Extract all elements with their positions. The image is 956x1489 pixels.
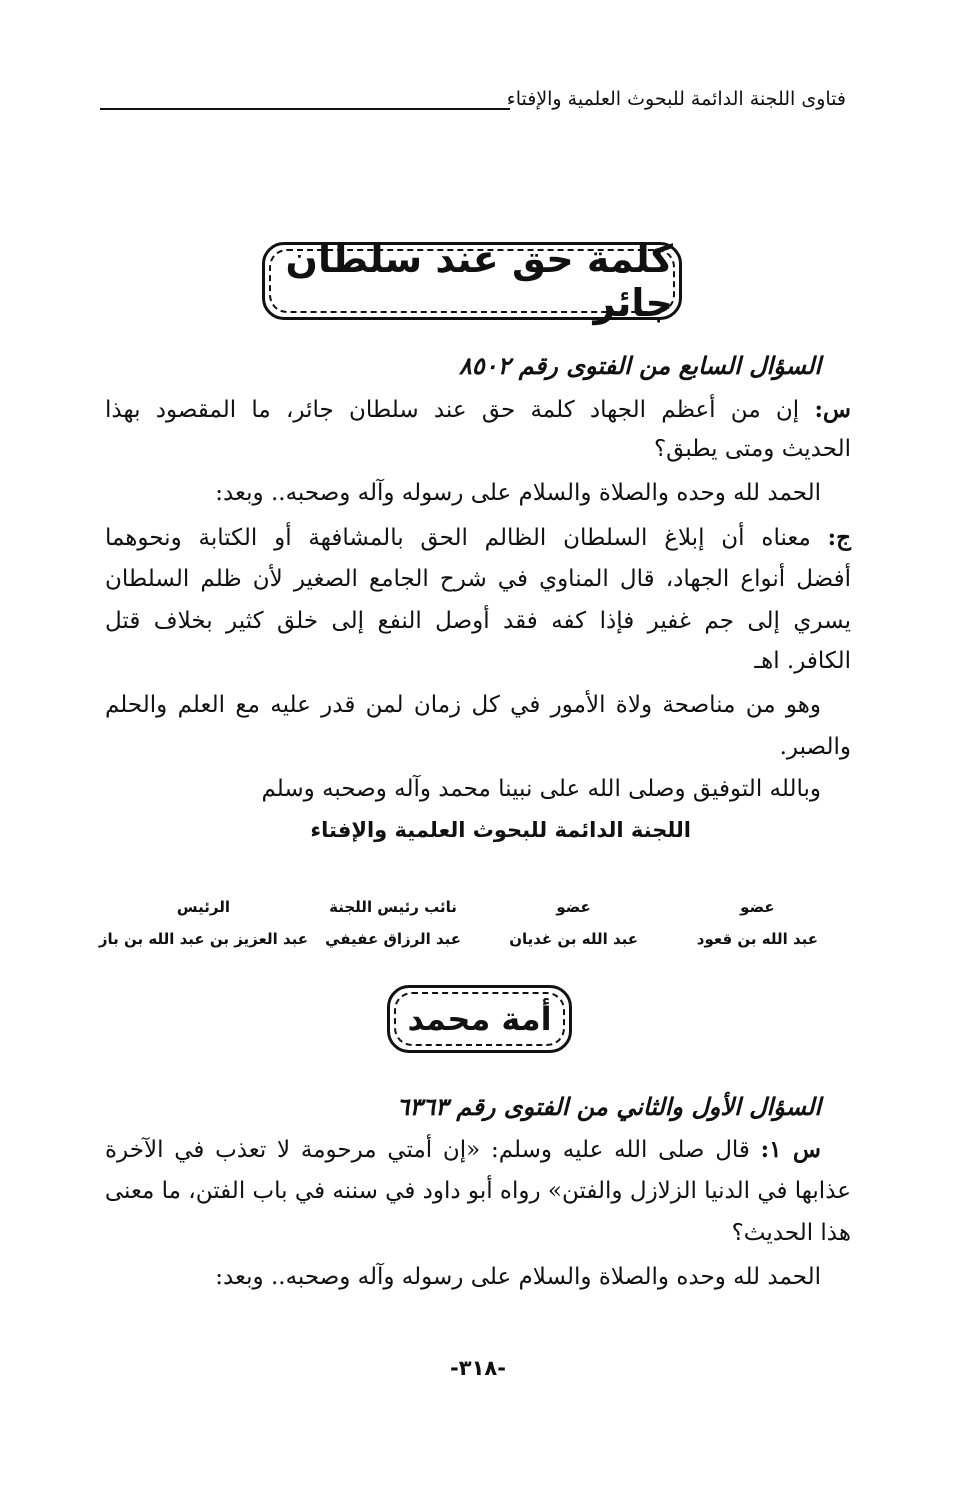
signatory-3 [325,898,461,948]
body-line: وهو من مناصحة ولاة الأمور في كل زمان لمن قدر عليه مع العلم والحلم [105,692,821,718]
signatory-1 [697,898,818,948]
signatory-role: عضو [740,898,775,916]
question-heading: السؤال السابع من الفتوى رقم ٨٥٠٢ [458,351,821,380]
answer-text: معناه أن إبلاغ السلطان الظالم الحق بالمشافهة أو الكتابة ونحوهما [105,525,811,551]
opening-praise-2: الحمد لله وحده والصلاة والسلام على رسوله وآله وصحبه.. وبعد: [215,1264,821,1290]
answer-line-4: الكافر. اهـ [754,648,851,674]
question-line-2: الحديث ومتى يطبق؟ [653,436,851,462]
question-text-2: قال صلى الله عليه وسلم: «إن أمتي مرحومة لا تعذب في الآخرة [105,1137,750,1163]
opening-praise: الحمد لله وحده والصلاة والسلام على رسوله وآله وصحبه.. وبعد: [215,480,821,506]
signatory-role: الرئيس [176,898,230,916]
running-header: فتاوى اللجنة الدائمة للبحوث العلمية والإفتاء [506,88,846,110]
section-title-2: أمة محمد [394,992,565,1046]
question-text: إن من أعظم الجهاد كلمة حق عند سلطان جائر، ما المقصود بهذا [105,397,800,423]
question-line-s2 [105,1138,821,1162]
signatory-name: عبد الرزاق عفيفي [325,930,461,948]
page-number: -٣١٨- [450,1356,506,1380]
question-line [105,398,851,422]
question-line-s2-3: هذا الحديث؟ [731,1220,851,1246]
answer-label: ج: [827,524,851,551]
signatory-role: عضو [556,898,591,916]
question-label: س: [814,396,852,423]
question-label-2: س ١: [760,1136,821,1163]
signatory-role: نائب رئيس اللجنة [329,898,457,916]
signatory-4 [99,898,308,948]
signatory-2 [509,898,638,948]
closing-line: وبالله التوفيق وصلى الله على نبينا محمد وآله وصحبه وسلم [261,776,821,802]
question-heading-2: السؤال الأول والثاني من الفتوى رقم ٦٣٦٣ [396,1092,821,1121]
answer-line [105,526,851,550]
signatory-name: عبد الله بن قعود [696,930,818,948]
answer-line-2: أفضل أنواع الجهاد، قال المناوي في شرح الجامع الصغير لأن ظلم السلطان [105,566,851,592]
body-line-2: والصبر. [779,734,851,760]
signatory-name: عبد العزيز بن عبد الله بن باز [98,930,308,948]
section-title-box-2 [387,985,572,1053]
signatory-name: عبد الله بن غديان [509,930,638,948]
header-rule [100,108,510,110]
question-line-s2-2: عذابها في الدنيا الزلازل والفتن» رواه أبو داود في سننه في باب الفتن، ما معنى [104,1178,851,1204]
section-title-box [262,237,682,325]
committee-name: اللجنة الدائمة للبحوث العلمية والإفتاء [310,818,691,842]
answer-line-3: يسري إلى جم غفير فإذا كفه فقد أوصل النفع إلى خلق كثير بخلاف قتل [105,608,851,634]
section-title: كلمة حق عند سلطان جائر [269,249,675,313]
